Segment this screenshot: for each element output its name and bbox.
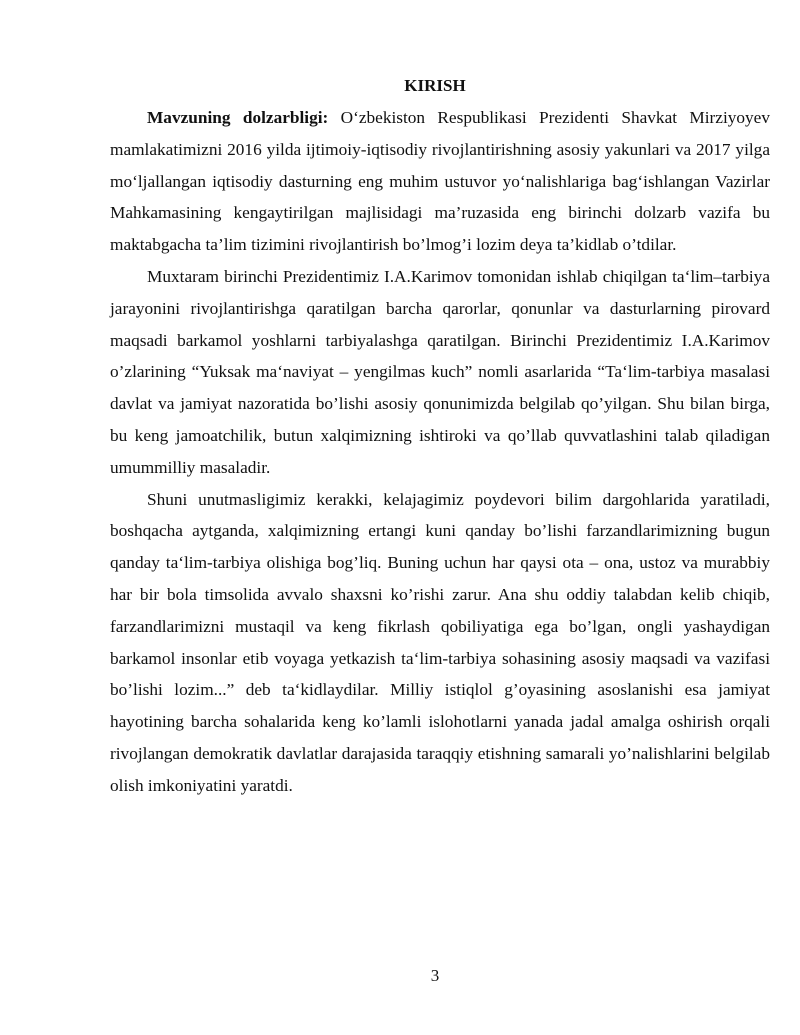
page-number: 3 <box>430 966 440 985</box>
paragraph-karimov: Muxtaram birinchi Prezidentimiz I.A.Karimov tomonidan ishlab chiqilgan ta‘lim–tarbiya jarayonini rivojlantirishga qaratilgan barcha qarorlar, qonunlar va dasturlarning pirovard maqsadi barkamol yoshlarni tarbiyalashga qaratilgan. Birinchi Prezidentimiz I.A.Karimov o’zlarining “Yuksak ma‘naviyat – yengilmas kuch” nomli asarlarida “Ta‘lim-tarbiya masalasi davlat va jamiyat nazoratida bo’lishi asosiy qonunimizda belgilab qo’yilgan. Shu bilan birga, bu keng jamoatchilik, butun xalqimizning ishtiroki va qo’llab quvvatlashini talab qiladigan umummilliy masaladir. <box>110 266 770 477</box>
paragraph-relevance <box>110 102 770 261</box>
body-text <box>110 102 770 802</box>
paragraph-text: O‘zbekiston Respublikasi Prezidenti Shavkat Mirziyoyev mamlakatimizni 2016 yilda ijtimoiy-iqtisodiy rivojlantirishning asosiy yakunlari va 2017 yilga mo‘ljallangan iqtisodiy dasturning eng muhim ustuvor yo‘nalishlariga bag‘ishlangan Vazirlar Mahkamasining kengaytirilgan majlisidagi ma’ruzasida eng birinchi dolzarb vazifa bu maktabgacha ta’lim tizimini rivojlantirish bo’lmog’i lozim deya ta’kidlab o’tdilar. <box>110 108 770 255</box>
paragraph-education: Shuni unutmasligimiz kerakki, kelajagimiz poydevori bilim dargohlarida yaratiladi, boshqacha aytganda, xalqimizning ertangi kuni qanday bo’lishi farzandlarimizning bugun qanday ta‘lim-tarbiya olishiga bog’liq. Buning uchun har qaysi ota – ona, ustoz va murabbiy har bir bola timsolida avvalo shaxsni ko’rishi zarur. Ana shu oddiy talabdan kelib chiqib, farzandlarimizni mustaqil va keng fikrlash qobiliyatiga ega bo’lgan, ongli yashaydigan barkamol insonlar etib voyaga yetkazish ta‘lim-tarbiya sohasining asosiy maqsadi va vazifasi bo’lishi lozim...” deb ta‘kidlaydilar. Milliy istiqlol g’oyasining asoslanishi esa jamiyat hayotining barcha sohalarida keng ko’lamli islohotlarni yanada jadal amalga oshirish orqali rivojlangan demokratik davlatlar darajasida taraqqiy etishning samarali yo’nalishlarini belgilab olish imkoniyatini yaratdi. <box>110 489 770 795</box>
page-title: KIRISH <box>404 76 466 95</box>
paragraph-lead: Mavzuning dolzarbligi: <box>147 108 329 127</box>
